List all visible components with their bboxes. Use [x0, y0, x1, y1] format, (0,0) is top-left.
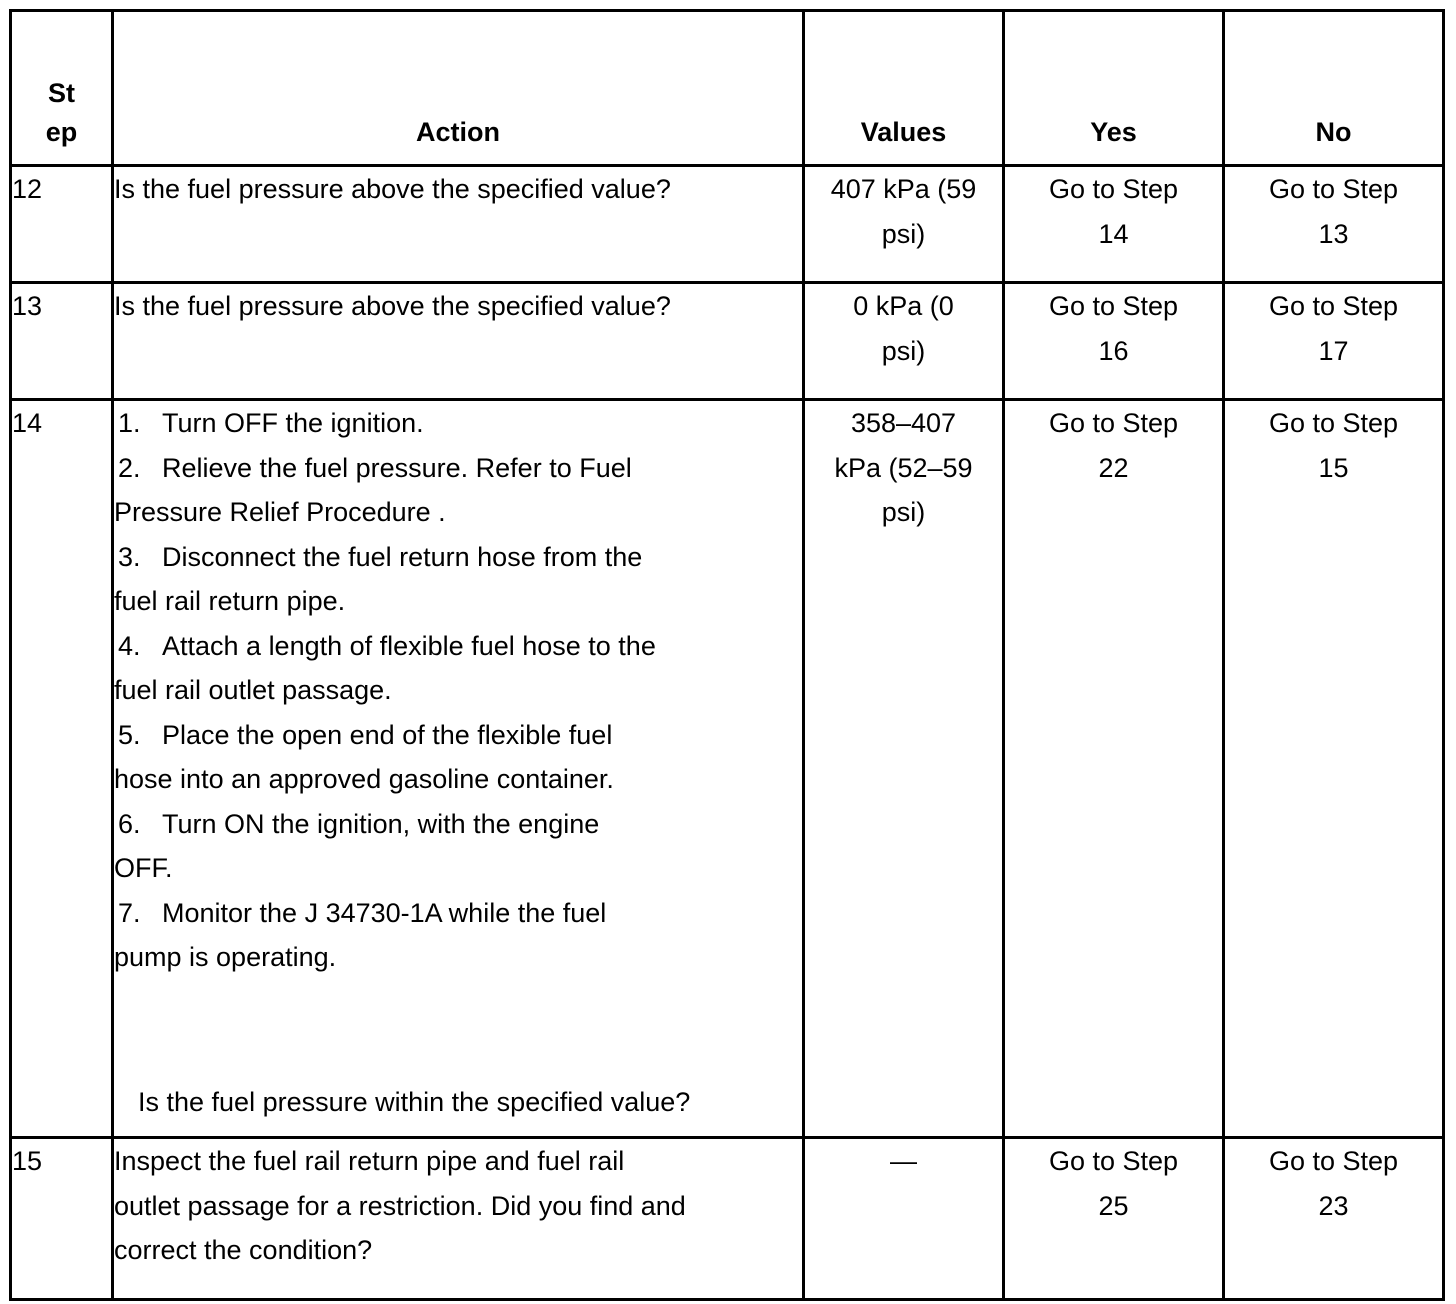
- values-line: 358–407: [850, 408, 957, 438]
- no-goto-label: Go to Step: [1268, 174, 1399, 204]
- procedure-item: [114, 446, 802, 535]
- procedure-item-continuation: Pressure Relief Procedure .: [114, 497, 446, 527]
- procedure-item-continuation: OFF.: [114, 853, 173, 883]
- procedure-item-text: Turn OFF the ignition.: [162, 408, 424, 438]
- values-line: 0 kPa (0: [853, 291, 954, 321]
- yes-goto-step: 22: [1098, 452, 1129, 483]
- no-goto-label: Go to Step: [1268, 408, 1399, 438]
- procedure-question: Is the fuel pressure within the specified value?: [138, 1086, 691, 1117]
- procedure-item-text: Relieve the fuel pressure. Refer to Fuel: [162, 452, 632, 483]
- no-goto-step: 15: [1318, 452, 1349, 483]
- action-procedure: [113, 400, 804, 1138]
- action-text: [113, 1138, 804, 1300]
- yes-goto-step: 16: [1098, 335, 1129, 366]
- header-step: [11, 11, 113, 166]
- procedure-item-number: 7.: [118, 897, 141, 928]
- values-line: psi): [881, 335, 926, 366]
- no-cell: [1224, 400, 1444, 1138]
- procedure-item-number: 3.: [118, 541, 141, 572]
- step-number: 14: [11, 400, 113, 1138]
- yes-goto-step: 14: [1098, 218, 1129, 249]
- yes-cell: [1004, 1138, 1224, 1300]
- action-line: correct the condition?: [114, 1235, 373, 1265]
- yes-cell: [1004, 166, 1224, 283]
- yes-goto-label: Go to Step: [1048, 174, 1179, 204]
- procedure-item-continuation: hose into an approved gasoline container.: [114, 764, 614, 794]
- procedure-item-continuation: fuel rail outlet passage.: [114, 675, 392, 705]
- yes-goto-label: Go to Step: [1048, 408, 1179, 438]
- values-line: 407 kPa (59: [830, 174, 977, 204]
- no-goto-label: Go to Step: [1268, 291, 1399, 321]
- header-step-line1: St: [48, 78, 75, 108]
- action-text: Is the fuel pressure above the specified value?: [113, 283, 804, 400]
- table-row-step-15: [11, 1138, 1444, 1300]
- procedure-item: [114, 802, 802, 891]
- values-cell: [804, 400, 1004, 1138]
- diagnostic-table-container: [9, 9, 1445, 1301]
- procedure-item: [114, 624, 802, 713]
- procedure-item-continuation: fuel rail return pipe.: [114, 586, 346, 616]
- procedure-item-text: Monitor the J 34730-1A while the fuel: [162, 897, 607, 928]
- procedure-item-number: 1.: [118, 408, 141, 438]
- no-goto-step: 23: [1318, 1190, 1349, 1221]
- no-cell: [1224, 283, 1444, 400]
- procedure-item-continuation: pump is operating.: [114, 942, 337, 972]
- procedure-item-number: 4.: [118, 630, 141, 661]
- action-line: outlet passage for a restriction. Did you find and: [114, 1190, 686, 1221]
- procedure-item: [114, 713, 802, 802]
- action-text: Is the fuel pressure above the specified value?: [113, 166, 804, 283]
- no-cell: [1224, 1138, 1444, 1300]
- step-number: 12: [11, 166, 113, 283]
- table-row-step-13: [11, 283, 1444, 400]
- values-cell: [804, 283, 1004, 400]
- step-number: 15: [11, 1138, 113, 1300]
- table-header-row: [11, 11, 1444, 166]
- procedure-item-text: Attach a length of flexible fuel hose to the: [162, 630, 656, 661]
- procedure-item-text: Place the open end of the flexible fuel: [162, 719, 613, 750]
- yes-cell: [1004, 283, 1224, 400]
- header-yes: Yes: [1004, 11, 1224, 166]
- action-line: Inspect the fuel rail return pipe and fuel rail: [114, 1146, 625, 1176]
- values-cell: —: [804, 1138, 1004, 1300]
- header-action: Action: [113, 11, 804, 166]
- procedure-item-number: 5.: [118, 719, 141, 750]
- values-cell: [804, 166, 1004, 283]
- step-number: 13: [11, 283, 113, 400]
- header-no: No: [1224, 11, 1444, 166]
- values-line: psi): [881, 497, 926, 527]
- procedure-item-text: Disconnect the fuel return hose from the: [162, 541, 643, 572]
- procedure-item: [114, 535, 802, 624]
- no-cell: [1224, 166, 1444, 283]
- no-goto-step: 13: [1318, 218, 1349, 249]
- yes-cell: [1004, 400, 1224, 1138]
- procedure-list: [114, 401, 802, 980]
- header-values: Values: [804, 11, 1004, 166]
- no-goto-step: 17: [1318, 335, 1349, 366]
- values-line: psi): [881, 218, 926, 249]
- procedure-item: [114, 401, 802, 446]
- no-goto-label: Go to Step: [1268, 1146, 1399, 1176]
- values-line: kPa (52–59: [834, 452, 973, 483]
- yes-goto-step: 25: [1098, 1190, 1129, 1221]
- table-row-step-12: [11, 166, 1444, 283]
- procedure-item-text: Turn ON the ignition, with the engine: [162, 808, 600, 839]
- diagnostic-table: [9, 9, 1445, 1301]
- header-step-line2: ep: [45, 117, 78, 147]
- procedure-item-number: 6.: [118, 808, 141, 839]
- yes-goto-label: Go to Step: [1048, 1146, 1179, 1176]
- table-row-step-14: [11, 400, 1444, 1138]
- yes-goto-label: Go to Step: [1048, 291, 1179, 321]
- procedure-item: [114, 891, 802, 980]
- procedure-item-number: 2.: [118, 452, 141, 483]
